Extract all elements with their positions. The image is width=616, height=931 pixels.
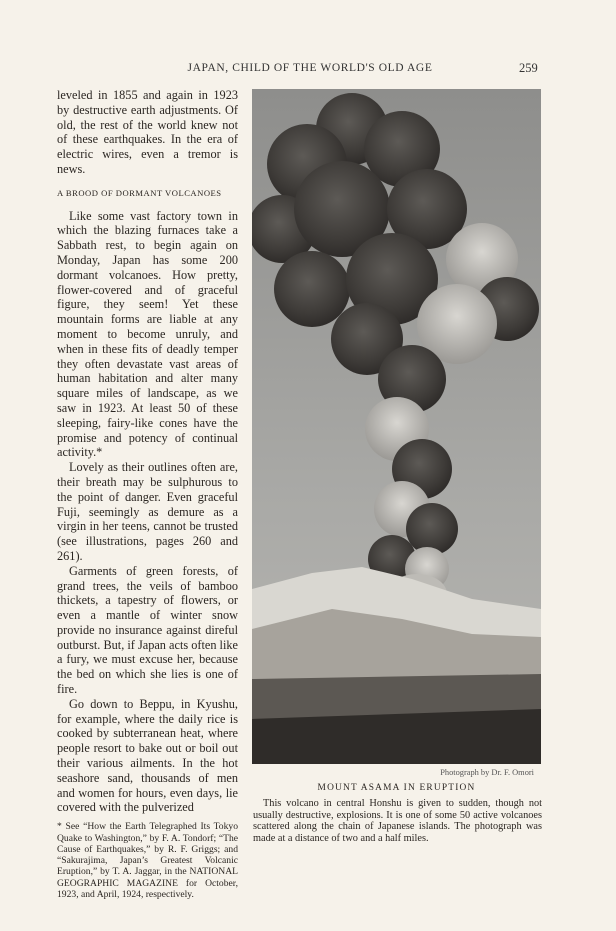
caption-body — [253, 798, 542, 844]
paragraph-2: Like some vast factory town in which the blazing furnaces take a Sabbath rest, to begin again on Monday, Japan has some 200 dormant volcanoes. How pretty, flower-covered and of graceful figure, they seem! Yet these mountain forms are liable at any moment to become unruly, and when in these fits of deadly temper they often devastate vast areas of human habitation and alter many square miles of landscape, as we saw in 1923. At least 50 of these sleeping, fairy-like cones have the promise and potency of continual activity.* — [57, 208, 238, 460]
photo-credit: Photograph by Dr. F. Omori — [440, 768, 534, 777]
paragraph-4: Garments of green forests, of grand trees, the veils of bamboo thickets, a tapestry of flowers, or even a mantle of winter snow provide no insurance against direful outburst. But, if Japan acts often like a fury, we must excuse her, because the bed on which she lies is one of fire. — [57, 563, 239, 697]
paragraph-3: Lovely as their outlines often are, their breath may be sulphurous to the point of danger. Even graceful Fuji, seemingly as demure as a virgin in her teens, cannot be trusted (see illustrations, pages 260 and 261). — [57, 460, 238, 563]
running-head: JAPAN, CHILD OF THE WORLD'S OLD AGE — [187, 62, 433, 74]
paragraph-1: leveled in 1855 and again in 1923 by destructive earth adjustments. Of old, the rest of the world knew not of these earthquakes. In the era of electric wires, even a tremor is news. — [57, 88, 238, 176]
section-subheading: A BROOD OF DORMANT VOLCANOES — [57, 187, 222, 198]
footnote: * See “How the Earth Telegraphed Its Tokyo Quake to Washington,” by F. A. Tondorf; “The Cause of Earthquakes,” by R. F. Griggs; and “Sakurajima, Japan’s Greatest Volcanic Eruption,” by T. A. Jaggar, in the NATIONAL GEOGRAPHIC MAGAZINE for October, 1923, and April, 1924, respectively. — [57, 821, 238, 901]
article-column — [57, 88, 238, 900]
paragraph-5: Go down to Beppu, in Kyushu, for example, where the daily rice is cooked by subterranean heat, where people resort to bake out or boil out their various ailments. In the hot seashore sand, thousands of men and women for hours, even days, lie covered with the pulverized — [57, 696, 238, 815]
caption-title: MOUNT ASAMA IN ERUPTION — [317, 783, 476, 793]
eruption-illustration — [252, 89, 541, 764]
page-number: 259 — [519, 61, 538, 75]
eruption-photograph — [252, 89, 541, 764]
caption-text: This volcano in central Honshu is given to sudden, though not usually destructive, explosions. It is one of some 50 active volcanoes scattered along the chain of Japanese islands. The photograph was made at a distance of two and a half miles. — [253, 798, 542, 844]
